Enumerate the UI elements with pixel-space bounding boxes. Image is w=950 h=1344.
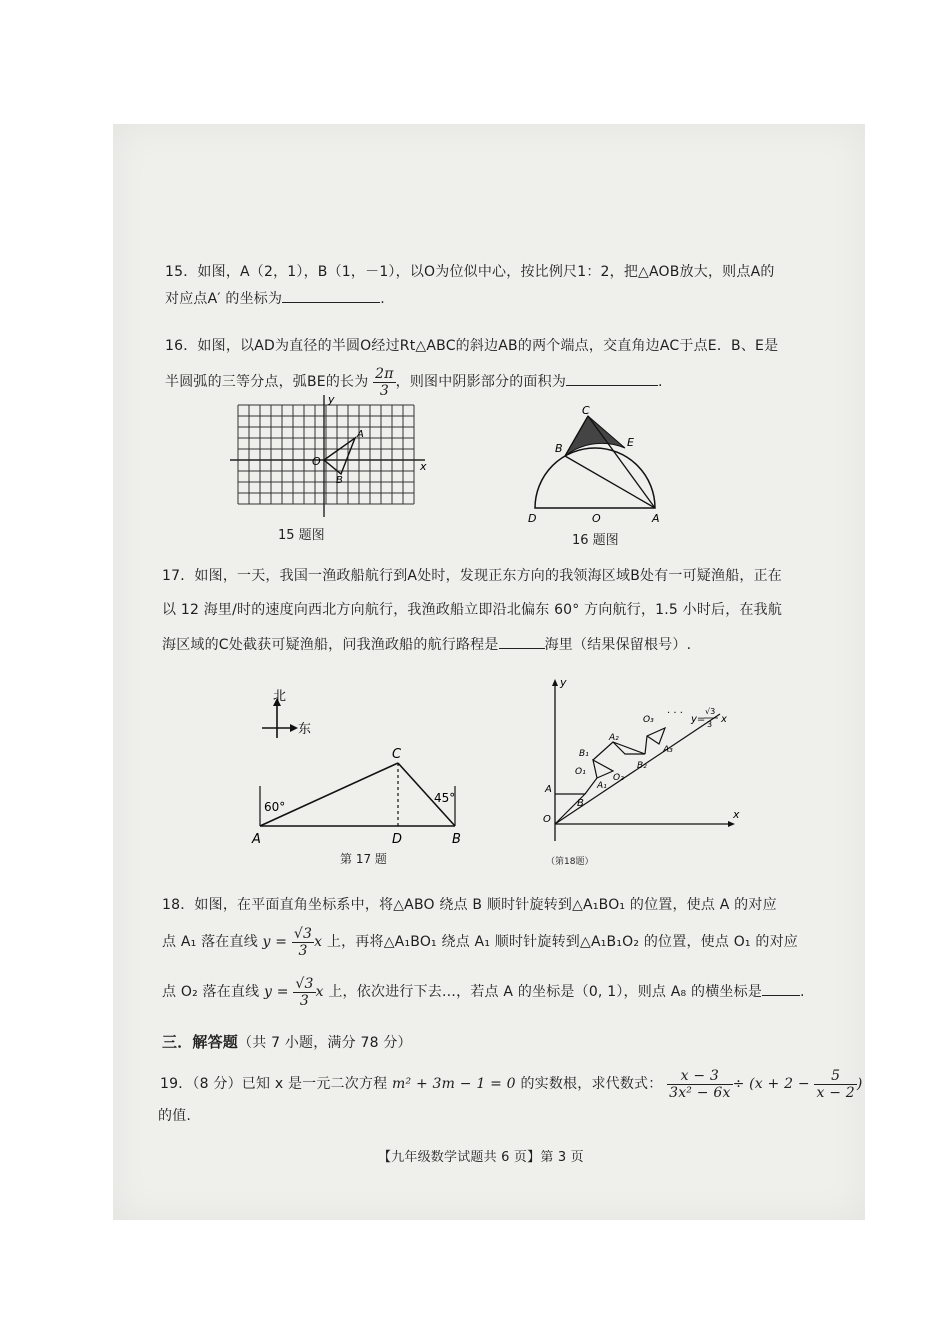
q18-line1: 18．如图，在平面直角坐标系中，将△ABO 绕点 B 顺时针旋转到△A₁BO₁ 的位置，使点 A 的对应 (162, 897, 777, 913)
fraction-numerator: √3 (293, 925, 313, 942)
q18-end: . (800, 984, 805, 1000)
o-label: O (312, 455, 321, 468)
fraction-numerator: 5 (814, 1068, 856, 1085)
q17-answer-blank (499, 634, 545, 649)
q16-arc-length-fraction (373, 366, 396, 399)
section-note: （共 7 小题，满分 78 分） (238, 1035, 412, 1051)
point-o1-label: O₁ (575, 767, 586, 777)
label-d: D (392, 832, 403, 847)
figure-15-caption: 15 题图 (278, 528, 325, 543)
figure-18-caption: （第18题） (546, 857, 594, 867)
q19-close: ) (856, 1076, 863, 1092)
q19-prefix: 19．（8 分）已知 x 是一元二次方程 (160, 1076, 393, 1092)
q19-line2: 的值. (158, 1108, 192, 1124)
q19-mid: 的实数根，求代数式： (515, 1076, 663, 1092)
label-a: A (652, 512, 660, 525)
b-label: B (336, 475, 343, 486)
page-footer: 【九年级数学试题共 6 页】第 3 页 (378, 1150, 584, 1165)
q15-answer-blank (282, 288, 380, 303)
figure-17-navigation (250, 686, 480, 851)
point-a3-label: A₃ (663, 745, 673, 755)
q19-equation: m² + 3m − 1 = 0 (392, 1076, 516, 1092)
east-label: 东 (298, 722, 312, 737)
point-a-label: A (545, 784, 552, 795)
q17-line1: 17．如图，一天，我国一渔政船航行到A处时，发现正东方向的我领海区域B处有一可疑渔船，正在 (162, 568, 782, 584)
label-o: O (592, 512, 601, 525)
fraction-numerator: x − 3 (667, 1068, 732, 1085)
fraction-numerator: √3 (295, 975, 314, 992)
q16-suffix: ，则图中阴影部分的面积为 (395, 374, 567, 390)
shaded-region (565, 416, 625, 456)
point-b-label: B (577, 798, 584, 809)
fraction-denominator: 3 (379, 382, 389, 399)
q18-line3-suffix: 上，依次进行下去…，若点 A 的坐标是（0, 1），则点 A₈ 的横坐标是 (323, 984, 763, 1000)
point-o2-label: O₂ (613, 773, 624, 783)
q17-suffix: 海里（结果保留根号）. (544, 637, 692, 653)
q16-answer-blank (566, 371, 658, 386)
semicircle (535, 448, 655, 508)
q18-line2 (162, 922, 798, 962)
point-a1-label: A₁ (597, 781, 607, 791)
q16-prefix: 半圆弧的三等分点，弧BE的长为 (165, 374, 369, 390)
q18-line3 (162, 972, 805, 1012)
figure-18-rotations (535, 676, 755, 851)
fraction-numerator: 2π (375, 365, 394, 382)
continuation-dots: · · · (667, 708, 683, 719)
eq-x: x (314, 934, 323, 950)
q19-fraction-2 (814, 1068, 856, 1101)
q19-line1 (160, 1062, 863, 1106)
label-c: C (392, 747, 402, 762)
point-a2-label: A₂ (609, 733, 619, 743)
line-ac (260, 763, 398, 826)
point-o3-label: O₃ (643, 715, 654, 725)
y-label: y (328, 395, 335, 406)
eq-x: x (315, 984, 324, 1000)
figure-16-caption: 16 题图 (572, 533, 619, 548)
figure-15-grid (230, 395, 430, 520)
angle-60-label: 60° (264, 800, 286, 814)
x-label: x (420, 460, 427, 473)
q15-prefix: 对应点A′ 的坐标为 (165, 291, 283, 307)
q17-line2: 以 12 海里/时的速度向西北方向航行，我渔政船立即沿北偏东 60° 方向航行，1.5 小时后，在我航 (162, 602, 783, 618)
north-label: 北 (273, 689, 287, 704)
triangle-aob (324, 438, 355, 474)
line-label-num: √3 (705, 707, 716, 716)
q15-line1: 15．如图，A（2，1），B（1，－1），以O为位似中心，按比例尺1：2，把△AOB放大，则点A的 (165, 264, 775, 280)
q18-line2-prefix: 点 A₁ 落在直线 (162, 934, 263, 950)
q18-eq-fraction-2 (293, 976, 315, 1009)
angle-45-label: 45° (434, 791, 456, 805)
q16-end: . (658, 374, 663, 390)
q17-line3 (162, 634, 691, 655)
q15-suffix: . (380, 291, 385, 307)
a-label: A (357, 429, 364, 440)
figure-16-semicircle (520, 400, 670, 525)
q19-fraction-1 (667, 1068, 732, 1101)
label-a: A (252, 832, 261, 847)
fraction-denominator: x − 2 (816, 1084, 855, 1101)
section-title: 三．解答题 (162, 1033, 239, 1051)
label-c: C (582, 404, 590, 417)
q16-line1: 16．如图，以AD为直径的半圆O经过Rt△ABC的斜边AB的两个端点，交直角边AC于点E．B、E是 (165, 338, 779, 354)
q17-prefix: 海区域的C处截获可疑渔船，问我渔政船的航行路程是 (162, 637, 499, 653)
fraction-denominator: 3 (299, 992, 310, 1009)
label-d: D (528, 512, 537, 525)
line-label-den: 3 (707, 720, 713, 729)
point-b2-label: B₂ (637, 761, 647, 771)
x-label: x (733, 808, 740, 821)
q15-line2 (165, 288, 385, 309)
q18-line3-prefix: 点 O₂ 落在直线 (162, 984, 264, 1000)
eq-y: y = (263, 984, 289, 1000)
q18-answer-blank (762, 981, 800, 996)
q18-line2-suffix: 上，再将△A₁BO₁ 绕点 A₁ 顺时针旋转到△A₁B₁O₂ 的位置，使点 O₁ 的对应 (322, 934, 798, 950)
fraction-denominator: 3x² − 6x (669, 1084, 731, 1101)
y-label: y (560, 676, 567, 689)
o-label: O (543, 814, 551, 825)
line-label-prefix: y= (691, 714, 706, 725)
label-b: B (452, 832, 461, 847)
label-b: B (555, 442, 563, 455)
eq-y: y = (262, 934, 288, 950)
q18-eq-fraction (292, 926, 314, 959)
point-b1-label: B₁ (579, 749, 589, 759)
fraction-denominator: 3 (298, 942, 308, 959)
figure-17-caption: 第 17 题 (340, 852, 387, 866)
line-label-suffix: x (721, 714, 727, 725)
q19-operator: ÷ (x + 2 − (732, 1076, 810, 1092)
section-3-heading (162, 1032, 412, 1053)
label-e: E (627, 436, 634, 449)
